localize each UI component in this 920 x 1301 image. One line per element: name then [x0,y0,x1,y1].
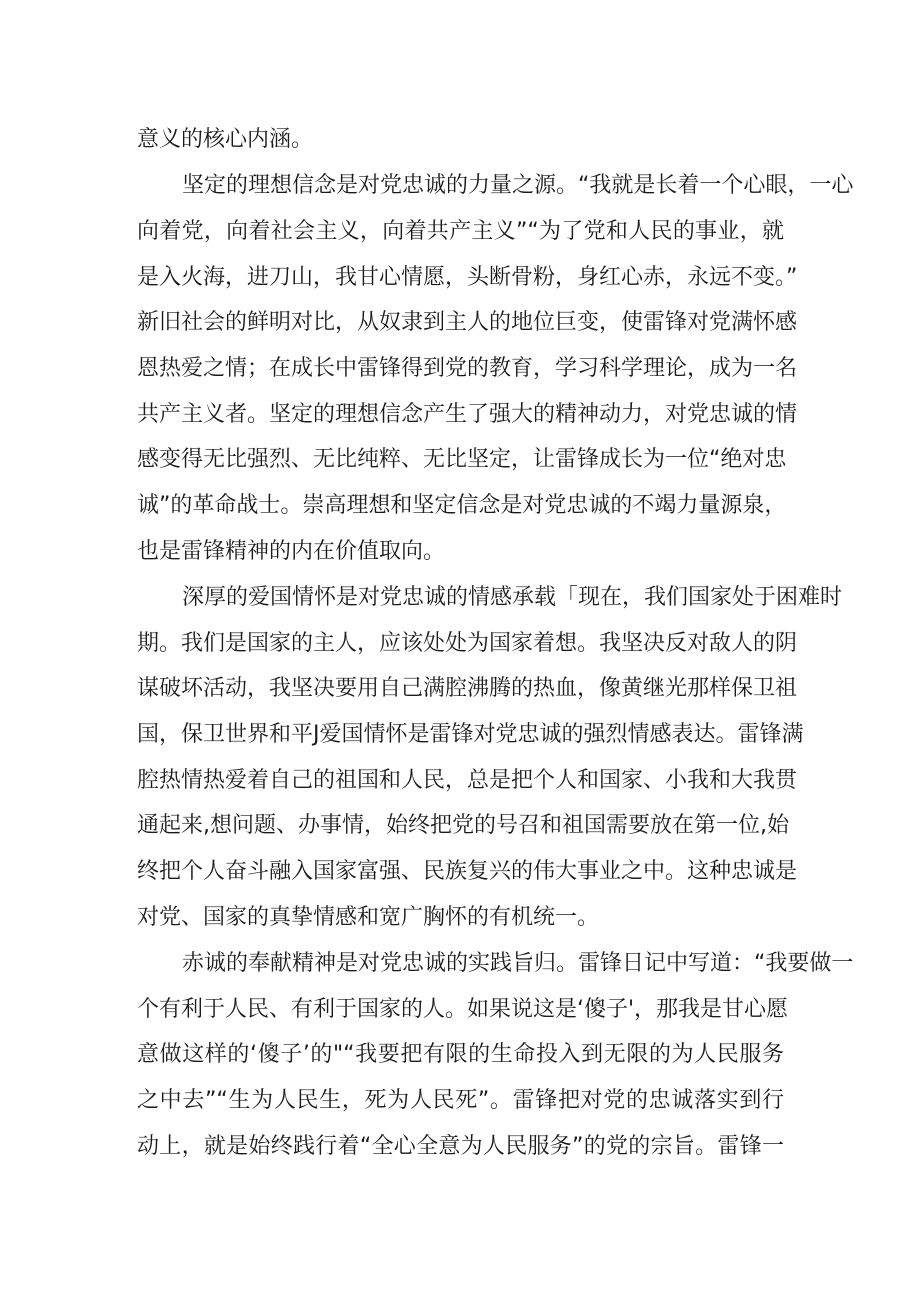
text-line: 对党、国家的真挚情感和宽广胸怀的有机统一。 [137,905,600,930]
paragraph-lead-line: 赤诚的奉献精神是对党忠诚的实践旨归。雷锋日记中写道：“我要做一 [182,951,854,976]
text-line: 期。我们是国家的主人，应该处处为国家着想。我坚决反对敌人的阴 [137,631,798,656]
text-line: 意义的核心内涵。 [137,127,314,152]
text-line: 腔热情热爱着自己的祖国和人民，总是把个人和国家、小我和大我贯 [137,768,798,793]
text-line: 终把个人奋斗融入国家富强、民族复兴的伟大事业之中。这种忠诚是 [137,859,798,884]
text-line: 个有利于人民、有利于国家的人。如果说这是‘傻子'，那我是甘心愿 [137,997,789,1022]
text-line: 恩热爱之情；在成长中雷锋得到党的教育，学习科学理论，成为一名 [137,356,798,381]
text-line: 动上，就是始终践行着“全心全意为人民服务”的党的宗旨。雷锋一 [137,1134,784,1159]
text-line: 也是雷锋精神的内在价值取向。 [137,539,446,564]
text-line: 新旧社会的鲜明对比，从奴隶到主人的地位巨变，使雷锋对党满怀感 [137,310,798,335]
text-line: 共产主义者。坚定的理想信念产生了强大的精神动力，对党忠诚的情 [137,402,798,427]
text-line: 谋破坏活动，我坚决要用自己满腔沸腾的热血，像黄继光那样保卫祖 [137,676,798,701]
text-line: 感变得无比强烈、无比纯粹、无比坚定，让雷锋成长为一位“绝对忠 [137,447,787,472]
paragraph-lead-line: 深厚的爱国情怀是对党忠诚的情感承载「现在，我们国家处于困难时 [182,585,843,610]
text-line: 国，保卫世界和平J爱国情怀是雷锋对党忠诚的强烈情感表达。雷锋满 [137,722,804,747]
text-line: 通起来,想问题、办事情，始终把党的号召和祖国需要放在第一位,始 [137,813,789,838]
text-line: 向着党，向着社会主义，向着共产主义”“为了党和人民的事业，就 [137,219,784,244]
text-line: 之中去”“生为人民生，死为人民死”。雷锋把对党的忠诚落实到行 [137,1088,784,1113]
text-line: 是入火海，进刀山，我甘心情愿，头断骨粉，身红心赤，永远不变。” [137,265,798,290]
paragraph-lead-line: 坚定的理想信念是对党忠诚的力量之源。“我就是长着一个心眼，一心 [182,173,854,198]
text-line: 意做这样的‘傻子’的"“我要把有限的生命投入到无限的为人民服务 [137,1042,784,1067]
text-line: 诚”的革命战士。崇高理想和坚定信念是对党忠诚的不竭力量源泉， [137,493,787,518]
